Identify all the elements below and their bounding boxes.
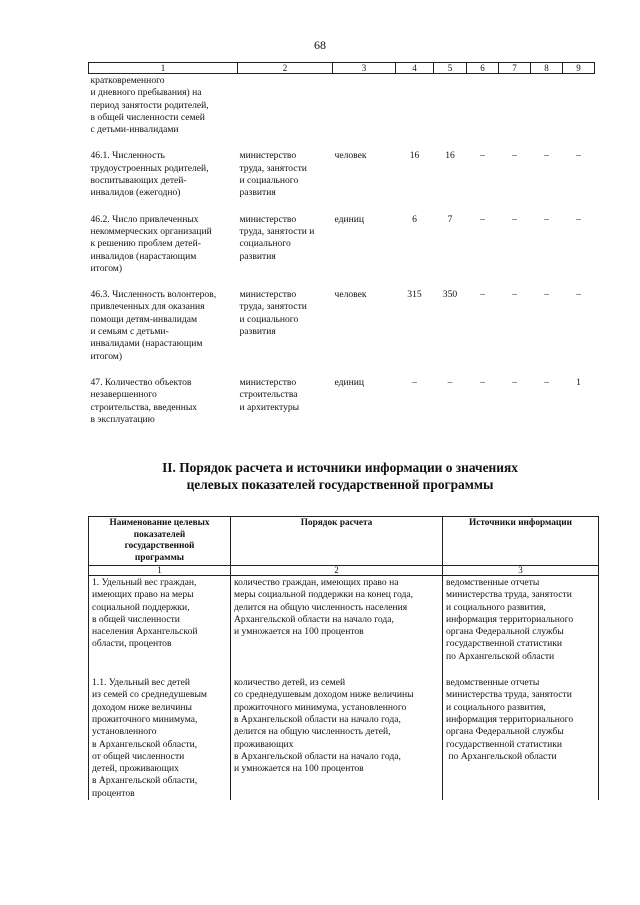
unit: единиц: [334, 213, 365, 225]
column-index: 6: [467, 63, 499, 74]
value-cell: –: [480, 289, 485, 301]
column-index: 1: [89, 63, 238, 74]
responsible-agency: министерство труда, занятости и социального развития: [239, 289, 307, 338]
value-cell: –: [512, 289, 517, 301]
value-cell: 7: [447, 213, 453, 225]
responsible-agency: министерство труда, занятости и социального развития: [239, 150, 307, 199]
value-cell: 6: [412, 213, 417, 225]
value-cell: 315: [407, 289, 422, 301]
column-header-name: Наименование целевых показателей государственной программы: [89, 517, 231, 566]
value-cell: –: [544, 289, 549, 301]
indicator-name: 47. Количество объектов незавершенного строительства, введенных в эксплуатацию: [90, 376, 198, 425]
information-sources: ведомственные отчеты министерства труда, занятости и социального развития, информация территориального органа Федеральной службы государственной статистики по Архангельской области: [443, 576, 599, 678]
information-sources: ведомственные отчеты министерства труда, занятости и социального развития, информация территориального органа Федеральной службы государственной статистики по Архангельской области: [443, 677, 599, 800]
indicator-name: 1. Удельный вес граждан, имеющих право на меры социальной поддержки, в общей численности населения Архангельской области, процентов: [89, 576, 231, 678]
column-index-row: [89, 63, 595, 74]
indicator-name: 1.1. Удельный вес детей из семей со среднедушевым доходом ниже величины прожиточного минимума, установленного в Архангельской области, от общей численности детей, проживающих в Архангельской области, процентов: [89, 677, 231, 800]
value-cell: –: [576, 213, 581, 225]
table-row: [89, 289, 595, 363]
value-cell: 350: [442, 289, 458, 301]
value-cell: 16: [445, 150, 455, 162]
column-index: 3: [443, 566, 599, 576]
column-header-calculation: Порядок расчета: [231, 517, 443, 566]
value-cell: 1: [576, 376, 581, 388]
section-title: II. Порядок расчета и источники информации о значениях целевых показателей государственной программы: [162, 460, 518, 492]
table-row: [89, 377, 595, 426]
column-index: 2: [231, 566, 443, 576]
indicator-name: 46.1. Численность трудоустроенных родителей, воспитывающих детей- инвалидов (ежегодно): [90, 150, 209, 199]
value-cell: 16: [409, 150, 420, 162]
value-cell: –: [512, 376, 517, 388]
unit: человек: [334, 150, 367, 162]
value-cell: –: [480, 376, 485, 388]
column-index-row: [89, 566, 599, 576]
indicator-name: 46.3. Численность волонтеров, привлеченных для оказания помощи детям-инвалидам и семьям с детьми- инвалидами (нарастающим итогом): [90, 289, 217, 362]
table-row: [89, 150, 595, 199]
value-cell: –: [412, 376, 417, 388]
column-index: 2: [238, 63, 333, 74]
calculation-method: количество граждан, имеющих право на меры социальной поддержки на конец года, делится на общую численность населения Архангельской области на начало года, и умножается на 100 процентов: [231, 576, 443, 678]
value-cell: –: [447, 376, 453, 388]
value-cell: –: [544, 213, 549, 225]
value-cell: –: [480, 213, 485, 225]
column-index: 7: [499, 63, 531, 74]
indicator-name-continuation: кратковременного и дневного пребывания) на период занятости родителей, в общей численности семей с детьми-инвалидами: [90, 75, 209, 136]
column-index: 9: [563, 63, 595, 74]
table-header-row: [89, 517, 599, 566]
table-row: [89, 576, 599, 678]
value-cell: –: [480, 150, 485, 162]
value-cell: –: [512, 213, 517, 225]
table-row: [89, 677, 599, 800]
column-header-sources: Источники информации: [443, 517, 599, 566]
unit: человек: [334, 289, 367, 301]
value-cell: –: [576, 289, 581, 301]
column-index: 8: [531, 63, 563, 74]
table-row: [89, 214, 595, 275]
column-index: 1: [89, 566, 231, 576]
indicators-table: [88, 62, 595, 426]
responsible-agency: министерство труда, занятости и социального развития: [239, 213, 315, 262]
table-row: [89, 74, 595, 137]
column-index: 4: [396, 63, 434, 74]
value-cell: –: [512, 150, 517, 162]
indicator-name: 46.2. Число привлеченных некоммерческих организаций к решению проблем детей- инвалидов (нарастающим итогом): [90, 213, 212, 274]
page-number: 68: [314, 38, 326, 52]
calculation-table: [88, 516, 599, 800]
calculation-method: количество детей, из семей со среднедушевым доходом ниже величины прожиточного минимума, установленного в Архангельской области на начало года, делится на общую численность детей, проживающих в Архангельской области на начало года, и умножается на 100 процентов: [231, 677, 443, 800]
responsible-agency: министерство строительства и архитектуры: [239, 376, 300, 413]
value-cell: –: [576, 150, 581, 162]
column-index: 5: [434, 63, 467, 74]
value-cell: –: [544, 376, 549, 388]
column-index: 3: [333, 63, 396, 74]
value-cell: –: [544, 150, 549, 162]
unit: единиц: [334, 376, 365, 388]
